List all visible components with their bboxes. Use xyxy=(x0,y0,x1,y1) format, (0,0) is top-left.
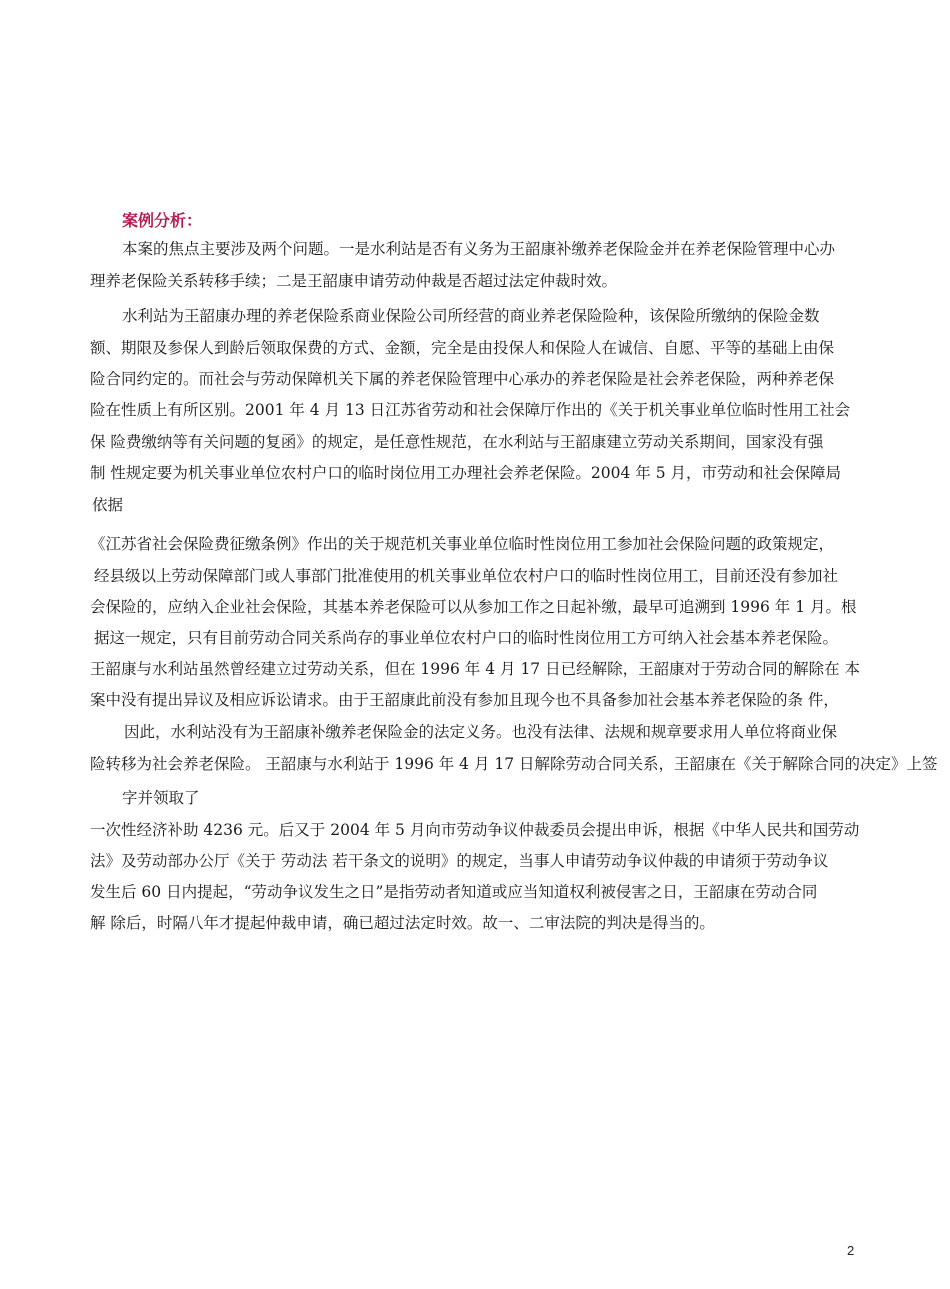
paragraph-line: 解 除后，时隔八年才提起仲裁申请，确已超过法定时效。故一、二审法院的判决是得当的。 xyxy=(90,914,715,932)
paragraph-line: 依据 xyxy=(92,496,124,514)
paragraph-line: 险在性质上有所区别。2001 年 4 月 13 日江苏省劳动和社会保障厅作出的《关于机关事业单位临时性用工社会 xyxy=(90,401,851,419)
paragraph-line: 据这一规定，只有目前劳动合同关系尚存的事业单位农村户口的临时性岗位用工方可纳入社会基本养老保险。 xyxy=(94,629,839,647)
paragraph-line: 一次性经济补助 4236 元。后又于 2004 年 5 月向市劳动争议仲裁委员会提出申诉，根据《中华人民共和国劳动 xyxy=(90,821,860,839)
paragraph-line: 制 性规定要为机关事业单位农村户口的临时岗位用工办理社会养老保险。2004 年 5 月，市劳动和社会保障局 xyxy=(90,464,842,482)
paragraph-line: 因此，水利站没有为王韶康补缴养老保险金的法定义务。也没有法律、法规和规章要求用人单位将商业保 xyxy=(124,723,838,741)
paragraph-line: 案中没有提出异议及相应诉讼请求。由于王韶康此前没有参加且现今也不具备参加社会基本养老保险的条 件， xyxy=(90,691,839,709)
paragraph-line: 《江苏省社会保险费征缴条例》作出的关于规范机关事业单位临时性岗位用工参加社会保险问题的政策规定， xyxy=(90,535,835,553)
paragraph-line: 本案的焦点主要涉及两个问题。一是水利站是否有义务为王韶康补缴养老保险金并在养老保险管理中心办 xyxy=(122,240,836,258)
paragraph-line: 险合同约定的。而社会与劳动保障机关下属的养老保险管理中心承办的养老保险是社会养老保险，两种养老保 xyxy=(90,370,835,388)
paragraph-line: 字并领取了 xyxy=(122,789,200,807)
paragraph-line: 发生后 60 日内提起，“劳动争议发生之日”是指劳动者知道或应当知道权利被侵害之日，王韶康在劳动合同 xyxy=(90,883,818,901)
paragraph-line: 王韶康与水利站虽然曾经建立过劳动关系，但在 1996 年 4 月 17 日已经解除，王韶康对于劳动合同的解除在 本 xyxy=(90,660,861,678)
paragraph-line: 法》及劳动部办公厅《关于 劳动法 若干条文的说明》的规定，当事人申请劳动争议仲裁的申请须于劳动争议 xyxy=(90,852,829,870)
paragraph-line: 保 险费缴纳等有关问题的复函》的规定，是任意性规范，在水利站与王韶康建立劳动关系期间，国家没有强 xyxy=(90,433,824,451)
paragraph-line: 额、期限及参保人到龄后领取保费的方式、金额，完全是由投保人和保险人在诚信、自愿、平等的基础上由保 xyxy=(90,339,835,357)
paragraph-line: 水利站为王韶康办理的养老保险系商业保险公司所经营的商业养老保险险种，该保险所缴纳的保险金数 xyxy=(122,307,820,325)
paragraph-line: 险转移为社会养老保险。 王韶康与水利站于 1996 年 4 月 17 日解除劳动合同关系，王韶康在《关于解除合同的决定》上签 xyxy=(90,755,938,773)
paragraph-line: 理养老保险关系转移手续；二是王韶康申请劳动仲裁是否超过法定仲裁时效。 xyxy=(90,272,618,290)
section-heading: 案例分析： xyxy=(122,211,203,230)
paragraph-line: 经县级以上劳动保障部门或人事部门批准使用的机关事业单位农村户口的临时性岗位用工，目前还没有参加社 xyxy=(94,567,839,585)
page-number: 2 xyxy=(847,1243,855,1258)
paragraph-line: 会保险的，应纳入企业社会保险，其基本养老保险可以从参加工作之日起补缴，最早可追溯到 1996 年 1 月。根 xyxy=(90,598,857,616)
